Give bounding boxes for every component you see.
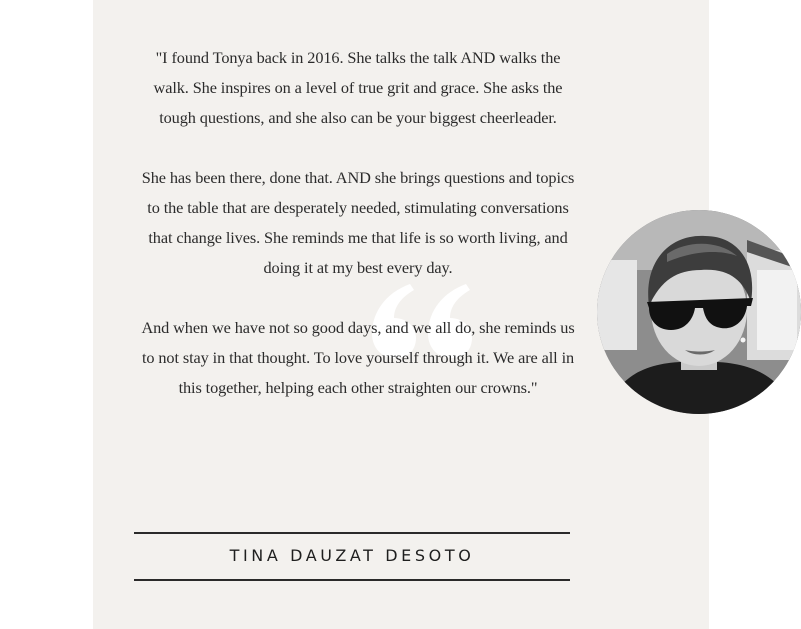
author-divider-top: [134, 532, 570, 534]
quote-paragraph-1: "I found Tonya back in 2016. She talks the talk AND walks the walk. She inspires on a level of true grit and grace. She asks the tough questions, and she also can be your biggest cheerleader.: [153, 48, 563, 127]
quote-paragraph-3: And when we have not so good days, and we all do, she reminds us to not stay in that thought. To love yourself through it. We are all in this together, helping each other straighten our crowns.": [141, 318, 575, 397]
quote-paragraph-2: She has been there, done that. AND she brings questions and topics to the table that are desperately needed, stimulating conversations that change lives. She reminds me that life is so worth living, and doing it at my best every day.: [141, 168, 575, 277]
avatar: [597, 210, 801, 414]
author-divider-bottom: [134, 579, 570, 581]
testimonial-quote: [138, 43, 578, 403]
author-name: TINA DAUZAT DESOTO: [229, 546, 475, 565]
